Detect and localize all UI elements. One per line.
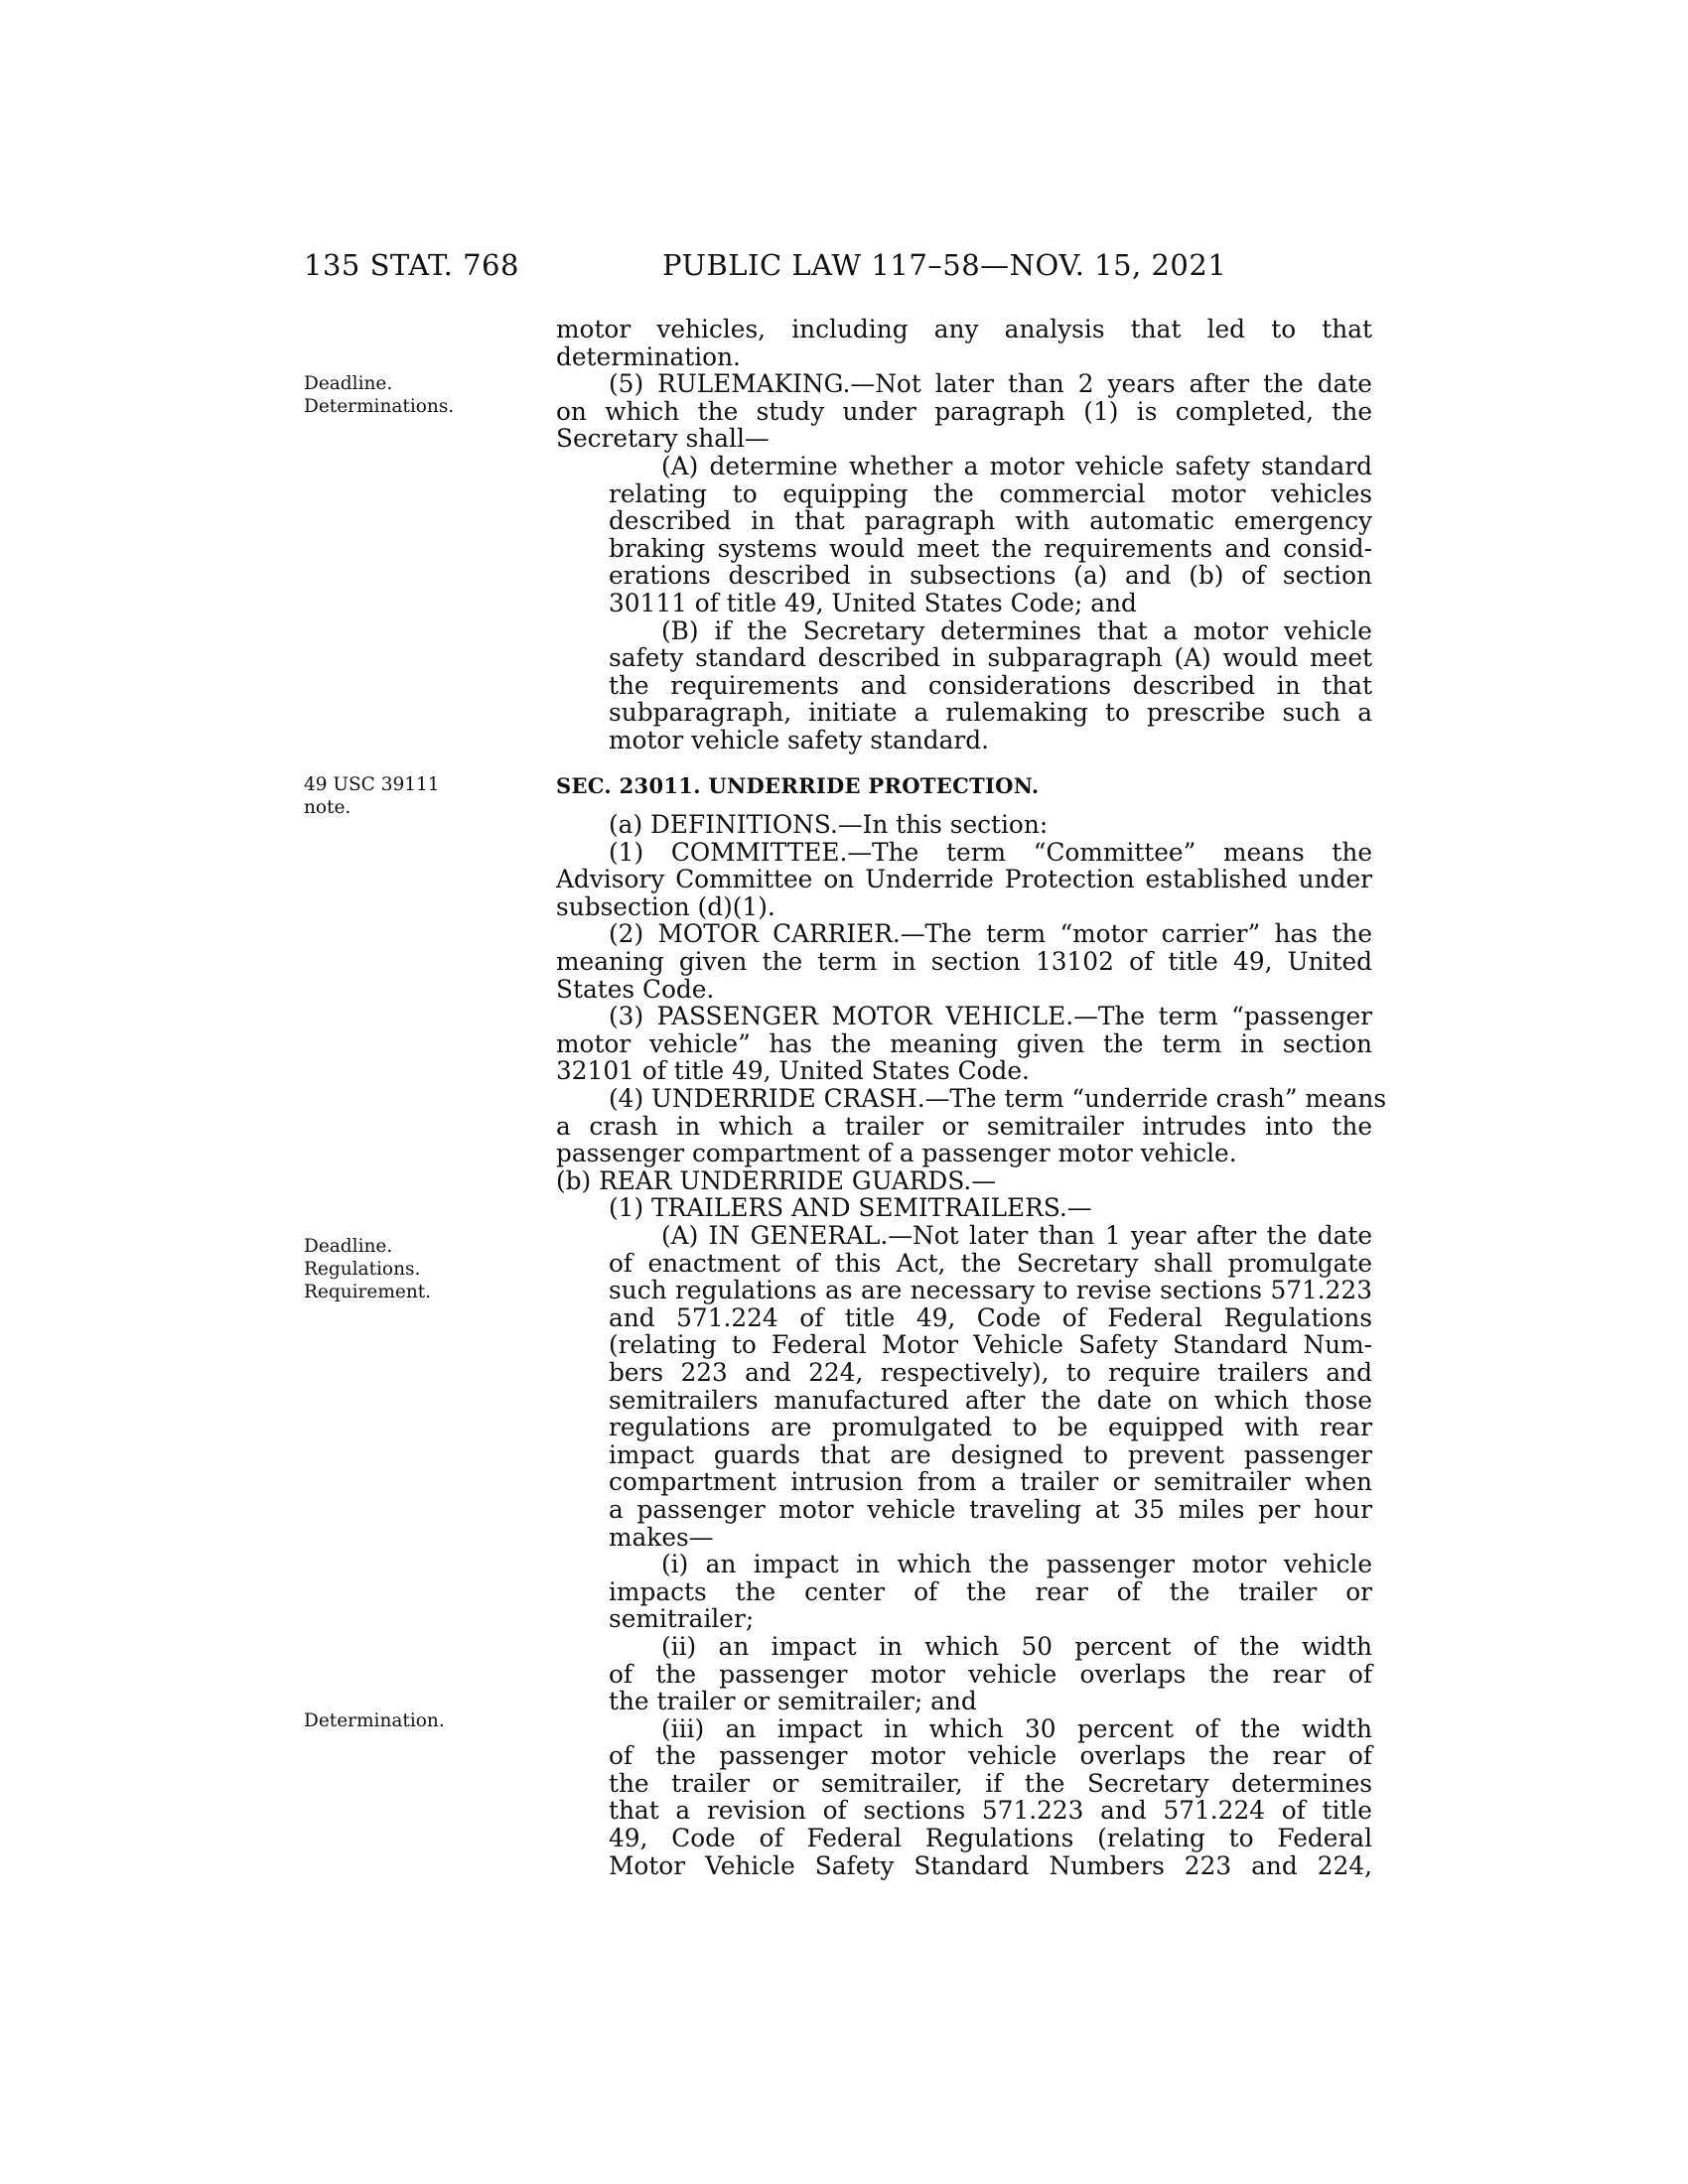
text-line: semitrailers manufactured after the date on which those: [609, 1385, 1372, 1415]
margin-note-line: Requirement.: [304, 1282, 432, 1302]
text-line: regulations are promulgated to be equipped with rear: [609, 1413, 1372, 1442]
text-line: of enactment of this Act, the Secretary shall promulgate: [609, 1248, 1372, 1278]
text-line: (B) if the Secretary determines that a motor vehicle: [661, 615, 1372, 645]
text-line: of the passenger motor vehicle overlaps the rear of: [609, 1659, 1372, 1689]
text-line: States Code.: [556, 974, 715, 1004]
text-line: and 571.224 of title 49, Code of Federal Regulations: [609, 1302, 1372, 1332]
text-line: (1) TRAILERS AND SEMITRAILERS.—: [609, 1193, 1092, 1223]
margin-note-line: Determination.: [304, 1710, 445, 1731]
margin-note-line: Regulations.: [304, 1259, 421, 1280]
text-line: the trailer or semitrailer; and: [609, 1687, 977, 1716]
text-line: (4) UNDERRIDE CRASH.—The term “underride crash” means: [609, 1084, 1387, 1114]
margin-note-line: Determinations.: [304, 396, 455, 417]
text-line: passenger compartment of a passenger motor vehicle.: [556, 1139, 1237, 1168]
text-line: a passenger motor vehicle traveling at 35 miles per hour: [609, 1494, 1372, 1524]
text-line: the requirements and considerations described in that: [609, 670, 1372, 700]
text-line: that a revision of sections 571.223 and 571.224 of title: [609, 1796, 1372, 1826]
text-line: Secretary shall—: [556, 424, 770, 454]
margin-note-line: Deadline.: [304, 373, 393, 394]
margin-note-line: Deadline.: [304, 1236, 393, 1257]
text-line: impact guards that are designed to prevent passenger: [609, 1439, 1372, 1469]
text-line: of the passenger motor vehicle overlaps the rear of: [609, 1741, 1372, 1771]
text-line: (1) COMMITTEE.—The term “Committee” means the: [609, 837, 1372, 867]
margin-note-deadline-determinations: [304, 372, 502, 418]
text-line: (ii) an impact in which 50 percent of the width: [661, 1631, 1372, 1661]
text-line: (b) REAR UNDERRIDE GUARDS.—: [556, 1165, 997, 1195]
text-line: 32101 of title 49, United States Code.: [556, 1056, 1030, 1086]
margin-note-determination: [304, 1709, 502, 1732]
text-line: bers 223 and 224, respectively), to require trailers and: [609, 1357, 1372, 1387]
text-line: (relating to Federal Motor Vehicle Safety Standard Num-: [609, 1330, 1372, 1360]
text-line: motor vehicles, including any analysis that led to that: [556, 315, 1372, 343]
text-line: relating to equipping the commercial motor vehicles: [609, 478, 1372, 508]
text-line: 49, Code of Federal Regulations (relating to Federal: [609, 1824, 1372, 1853]
text-line: compartment intrusion from a trailer or semitrailer when: [609, 1467, 1372, 1497]
text-line: subsection (d)(1).: [556, 891, 775, 921]
text-line: the trailer or semitrailer, if the Secretary determines: [609, 1768, 1372, 1798]
text-line: described in that paragraph with automatic emergency: [609, 506, 1372, 536]
text-line: Advisory Committee on Underride Protection established under: [556, 865, 1372, 894]
text-line: safety standard described in subparagraph (A) would meet: [609, 643, 1372, 673]
text-line: Motor Vehicle Safety Standard Numbers 223 and 224,: [609, 1850, 1372, 1880]
text-line: (A) IN GENERAL.—Not later than 1 year after the date: [661, 1221, 1372, 1250]
text-line: (2) MOTOR CARRIER.—The term “motor carrier” has the: [609, 919, 1372, 949]
statute-body: [556, 315, 1387, 1880]
text-line: impacts the center of the rear of the trailer or: [609, 1576, 1372, 1606]
margin-note-deadline-regulations: [304, 1235, 502, 1303]
text-line: (3) PASSENGER MOTOR VEHICLE.—The term “passenger: [609, 1002, 1372, 1031]
text-line: erations described in subsections (a) and (b) of section: [609, 561, 1372, 591]
text-line: makes—: [609, 1522, 714, 1552]
law-title: PUBLIC LAW 117–58—NOV. 15, 2021: [662, 248, 1227, 282]
margin-note-line: note.: [304, 797, 352, 818]
text-line: determination.: [556, 341, 741, 371]
margin-note-line: 49 USC 39111: [304, 774, 440, 795]
text-line: (5) RULEMAKING.—Not later than 2 years after the date: [609, 369, 1372, 399]
text-line: motor vehicle” has the meaning given the term in section: [556, 1028, 1372, 1058]
text-line: meaning given the term in section 13102 of title 49, United: [556, 947, 1372, 977]
text-line: 30111 of title 49, United States Code; and: [609, 588, 1137, 617]
page-citation: 135 STAT. 768: [304, 248, 519, 282]
text-line: semitrailer;: [609, 1604, 755, 1634]
text-line: (i) an impact in which the passenger motor vehicle: [661, 1550, 1372, 1579]
text-line: such regulations as are necessary to revise sections 571.223: [609, 1276, 1372, 1305]
text-line: motor vehicle safety standard.: [609, 725, 989, 754]
text-line: (A) determine whether a motor vehicle safety standard: [661, 451, 1372, 480]
text-line: braking systems would meet the requirements and consid-: [609, 533, 1372, 563]
text-line: (a) DEFINITIONS.—In this section:: [609, 810, 1049, 840]
text-line: subparagraph, initiate a rulemaking to prescribe such a: [609, 698, 1372, 728]
margin-note-usc-citation: [304, 773, 502, 819]
text-line: (iii) an impact in which 30 percent of the width: [661, 1713, 1372, 1743]
text-line: a crash in which a trailer or semitrailer intrudes into the: [556, 1111, 1372, 1141]
section-heading: SEC. 23011. UNDERRIDE PROTECTION.: [556, 772, 1040, 798]
text-line: on which the study under paragraph (1) is completed, the: [556, 396, 1372, 426]
